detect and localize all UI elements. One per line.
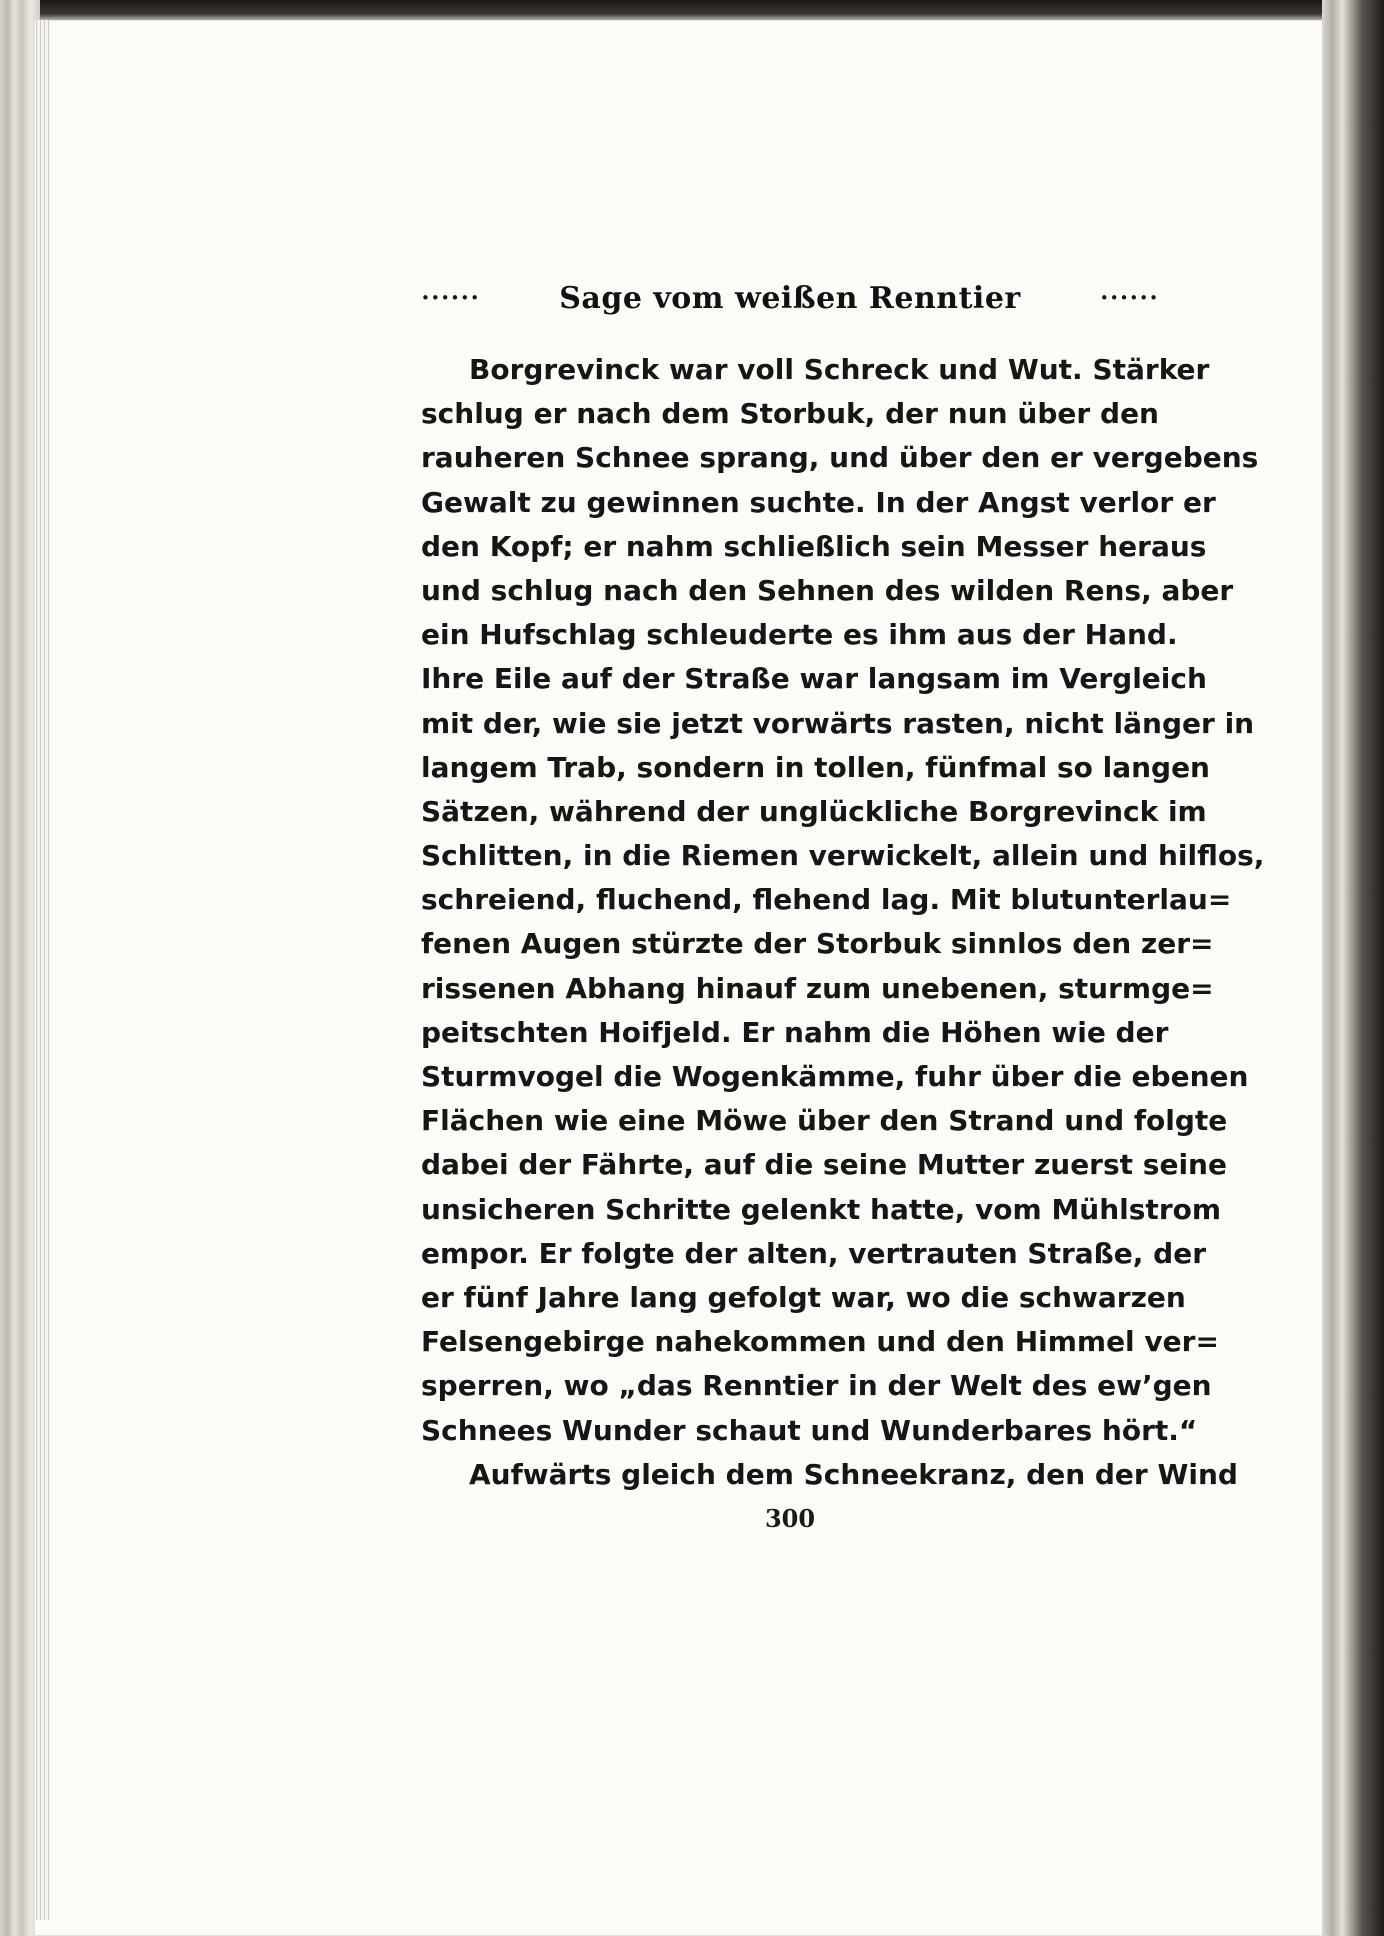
text-line: empor. Er folgte der alten, vertrauten Straße, der	[421, 1236, 1207, 1270]
text-line: Ihre Eile auf der Straße war langsam im Vergleich	[421, 662, 1207, 696]
text-line: den Kopf; er nahm schließlich sein Messer heraus	[421, 529, 1207, 563]
text-line: Felsengebirge nahekommen und den Himmel ver=	[421, 1325, 1219, 1359]
text-line: Sturmvogel die Wogenkämme, fuhr über die ebenen	[421, 1060, 1249, 1093]
header-ornament-left: ••••••	[421, 289, 481, 307]
text-line: sperren, wo „das Renntier in der Welt des ew’gen	[421, 1369, 1212, 1403]
text-line: fenen Augen stürzte der Storbuk sinnlos den zer=	[421, 927, 1214, 961]
text-line: langem Trab, sondern in tollen, fünfmal so langen	[421, 750, 1210, 784]
top-shadow-band	[40, 0, 1340, 22]
text-line: Gewalt zu gewinnen suchte. In der Angst verlor er	[421, 485, 1216, 519]
page-number: 300	[764, 1504, 816, 1533]
text-line: peitschten Hoifjeld. Er nahm die Höhen wie der	[421, 1015, 1169, 1049]
running-header	[421, 278, 1159, 318]
text-line: ein Hufschlag schleuderte es ihm aus der Hand.	[421, 618, 1178, 652]
header-ornament-right: ••••••	[1099, 289, 1159, 307]
text-line: unsicheren Schritte gelenkt hatte, vom Mühlstrom	[421, 1192, 1222, 1226]
text-line: und schlug nach den Sehnen des wilden Rens, aber	[421, 573, 1234, 607]
running-title: Sage vom weißen Renntier	[559, 280, 1021, 316]
text-line: Flächen wie eine Möwe über den Strand und folgte	[421, 1104, 1228, 1138]
text-line: mit der, wie sie jetzt vorwärts rasten, nicht länger in	[421, 706, 1255, 740]
right-cover-edge	[1322, 0, 1384, 1936]
text-line: Schnees Wunder schaut und Wunderbares hört.“	[421, 1413, 1198, 1447]
text-line: rissenen Abhang hinauf zum unebenen, sturmge=	[421, 971, 1214, 1005]
text-line: dabei der Fährte, auf die seine Mutter zuerst seine	[421, 1148, 1227, 1182]
text-line: Aufwärts gleich dem Schneekranz, den der Wind	[469, 1457, 1238, 1491]
text-line: schlug er nach dem Storbuk, der nun über den	[421, 397, 1159, 431]
text-line: schreiend, fluchend, flehend lag. Mit blutunterlau=	[421, 883, 1232, 917]
text-line: Schlitten, in die Riemen verwickelt, allein und hilflos,	[421, 839, 1265, 873]
body-text	[421, 348, 1265, 1497]
text-line: Sätzen, während der unglückliche Borgrevinck im	[421, 794, 1207, 828]
text-line: rauheren Schnee sprang, und über den er vergebens	[421, 441, 1259, 475]
text-line: Borgrevinck war voll Schreck und Wut. Stärker	[469, 353, 1210, 386]
page-stack-edge	[36, 20, 50, 1920]
text-line: er fünf Jahre lang gefolgt war, wo die schwarzen	[421, 1280, 1186, 1314]
